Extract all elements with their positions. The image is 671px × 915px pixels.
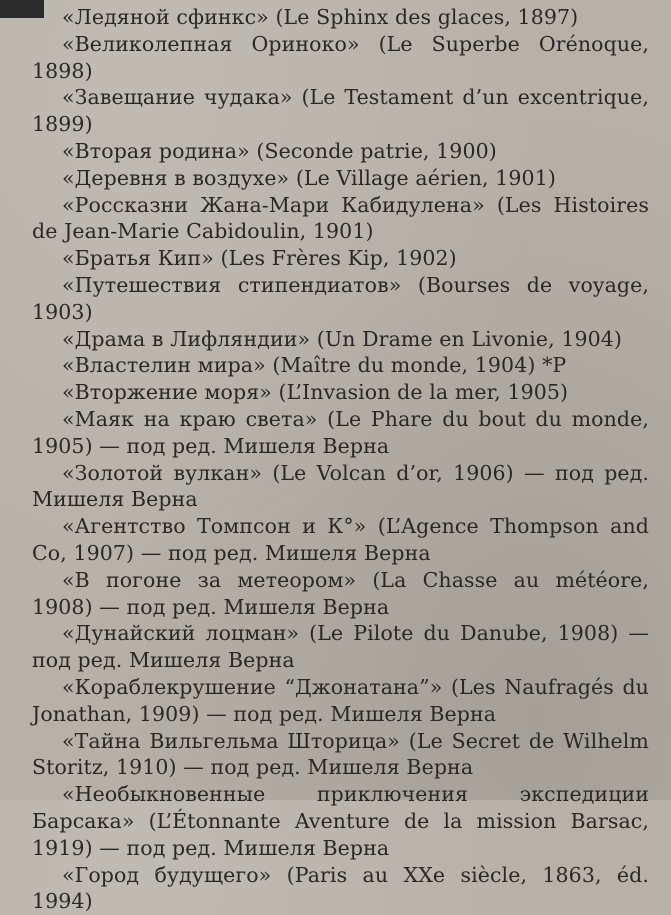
french-title: (Maître du monde, 1904) (272, 353, 535, 377)
russian-title: «Тайна Вильгельма Шторица» (62, 729, 400, 753)
french-title: (Le Testament d’un excentrique, 1899) (32, 85, 649, 136)
french-title: (Paris au XXe siècle, 1863, éd. 1994) (32, 863, 649, 914)
russian-title: «Россказни Жана-Мари Кабидулена» (62, 193, 485, 217)
bibliography-entry (32, 862, 649, 915)
russian-title: «Драма в Лифляндии» (62, 327, 310, 351)
french-title: (Le Superbe Orénoque, 1898) (32, 32, 649, 83)
bibliography-entry (32, 513, 649, 567)
bibliography-entry (32, 4, 649, 31)
russian-title: «В погоне за метеором» (62, 568, 356, 592)
french-title: (Le Volcan d’or, 1906) (272, 461, 513, 485)
bibliography-entry (32, 165, 649, 192)
entry-note: — под ред. Мишеля Верна (32, 461, 649, 512)
russian-title: «Вторая родина» (62, 139, 250, 163)
bibliography-entry (32, 245, 649, 272)
russian-title: «Великолепная Ориноко» (62, 32, 360, 56)
bibliography-entry (32, 620, 649, 674)
bibliography-entry (32, 406, 649, 460)
entry-note: — под ред. Мишеля Верна (141, 541, 431, 565)
entry-note: *P (542, 353, 566, 377)
russian-title: «Дунайский лоцман» (62, 621, 299, 645)
french-title: (Seconde patrie, 1900) (256, 139, 496, 163)
french-title: (L’Étonnante Aventure de la mission Barsac, 1919) (32, 809, 649, 860)
entry-note: — под ред. Мишеля Верна (99, 836, 389, 860)
french-title: (Bourses de voyage, 1903) (32, 273, 649, 324)
russian-title: «Ледяной сфинкс» (62, 5, 269, 29)
bibliography-entry (32, 31, 649, 85)
russian-title: «Маяк на краю света» (62, 407, 317, 431)
russian-title: «Кораблекрушение “Джонатана”» (62, 675, 442, 699)
french-title: (Un Drame en Livonie, 1904) (317, 327, 622, 351)
entry-note: — под ред. Мишеля Верна (32, 621, 649, 672)
bibliography-entry (32, 272, 649, 326)
russian-title: «Властелин мира» (62, 353, 266, 377)
bibliography-entry (32, 728, 649, 782)
entry-note: — под ред. Мишеля Верна (183, 755, 473, 779)
bibliography-entry (32, 460, 649, 514)
bibliography-entry (32, 138, 649, 165)
french-title: (Le Sphinx des glaces, 1897) (275, 5, 578, 29)
bibliography-entry (32, 567, 649, 621)
french-title: (Les Histoires de Jean-Marie Cabidoulin, 1901) (32, 193, 649, 244)
bibliography-entry (32, 84, 649, 138)
entry-note: — под ред. Мишеля Верна (99, 434, 389, 458)
russian-title: «Золотой вулкан» (62, 461, 262, 485)
russian-title: «Вторжение моря» (62, 380, 272, 404)
russian-title: «Путешествия стипендиатов» (62, 273, 401, 297)
bibliography-entry (32, 352, 649, 379)
french-title: (Les Naufragés du Jonathan, 1909) (32, 675, 649, 726)
bibliography-entry (32, 326, 649, 353)
russian-title: «Братья Кип» (62, 246, 214, 270)
page-corner-mark (0, 0, 44, 18)
french-title: (Les Frères Kip, 1902) (220, 246, 456, 270)
french-title: (Le Phare du bout du monde, 1905) (32, 407, 649, 458)
russian-title: «Деревня в воздухе» (62, 166, 289, 190)
entry-note: — под ред. Мишеля Верна (206, 702, 496, 726)
russian-title: «Агентство Томпсон и К°» (62, 514, 366, 538)
french-title: (La Chasse au météore, 1908) (32, 568, 649, 619)
french-title: (L’Agence Thompson and Co, 1907) (32, 514, 649, 565)
french-title: (Le Secret de Wilhelm Storitz, 1910) (32, 729, 649, 780)
bibliography-entry (32, 379, 649, 406)
bibliography-entry (32, 192, 649, 246)
bibliography-entry (32, 781, 649, 861)
entry-note: — под ред. Мишеля Верна (99, 595, 389, 619)
russian-title: «Завещание чудака» (62, 85, 293, 109)
bibliography-entry (32, 674, 649, 728)
russian-title: «Город будущего» (62, 863, 271, 887)
french-title: (Le Village aérien, 1901) (296, 166, 556, 190)
french-title: (L’Invasion de la mer, 1905) (279, 380, 569, 404)
russian-title: «Необыкновенные приключения экспедиции Барсака» (32, 782, 649, 833)
french-title: (Le Pilote du Danube, 1908) (309, 621, 618, 645)
